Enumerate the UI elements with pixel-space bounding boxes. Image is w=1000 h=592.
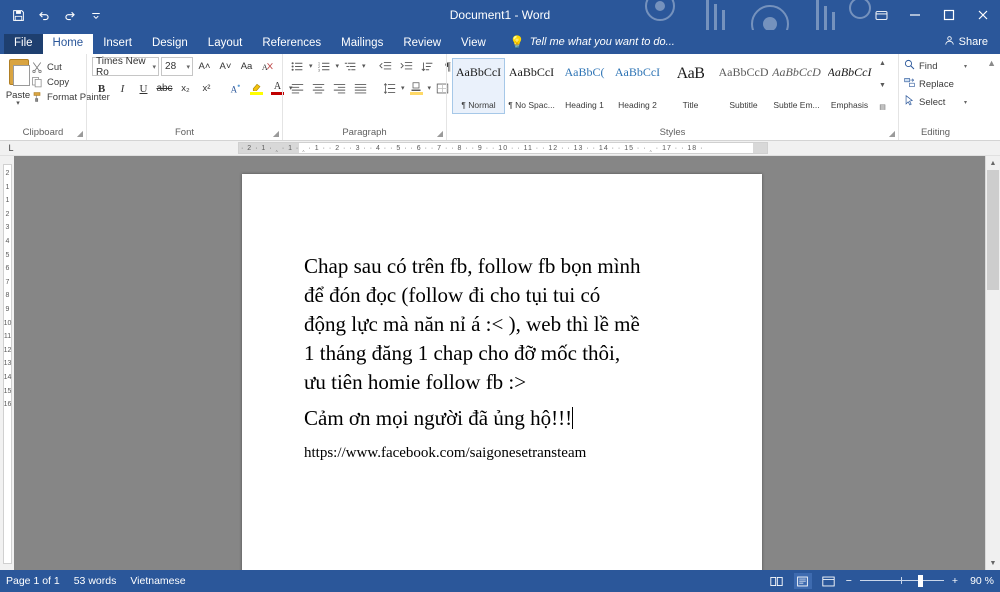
tell-me-label: Tell me what you want to do... <box>529 36 675 48</box>
save-icon[interactable] <box>6 4 30 26</box>
style-name: Heading 1 <box>565 100 604 110</box>
style-name: Subtle Em... <box>773 100 820 110</box>
clipboard-dialog-launcher-icon[interactable]: ◢ <box>76 129 83 138</box>
language-label[interactable]: Vietnamese <box>130 575 186 587</box>
select-label: Select <box>919 96 946 108</box>
replace-button[interactable] <box>904 75 967 93</box>
restore-icon[interactable] <box>932 0 966 30</box>
tab-home[interactable]: Home <box>43 34 94 55</box>
search-icon <box>904 59 915 73</box>
undo-icon[interactable] <box>32 4 56 26</box>
svg-text:3: 3 <box>317 68 320 73</box>
style-item-no-spacing[interactable] <box>505 58 558 114</box>
select-button[interactable] <box>904 93 967 111</box>
collapse-ribbon-icon[interactable]: ▲ <box>987 58 996 68</box>
svg-text:A: A <box>230 83 238 94</box>
style-sample: AaBbC( <box>564 65 605 79</box>
share-icon <box>944 35 955 49</box>
quick-access-toolbar <box>0 0 108 30</box>
doc-line: động lực mà năn nỉ á :< ), web thì lề mề <box>304 312 640 336</box>
tab-view[interactable]: View <box>461 36 486 49</box>
style-sample: AaBbCcI <box>614 65 661 79</box>
tab-stop-selector[interactable]: L <box>8 143 14 153</box>
style-name: ¶ Normal <box>461 100 496 110</box>
read-mode-icon[interactable] <box>768 573 786 589</box>
change-case-icon[interactable]: Aa <box>240 61 253 72</box>
styles-dialog-launcher-icon[interactable]: ◢ <box>888 129 895 138</box>
zoom-level-label[interactable]: 90 % <box>970 575 994 587</box>
scroll-up-icon[interactable]: ▲ <box>879 60 886 67</box>
svg-text:2: 2 <box>317 64 320 69</box>
group-styles <box>446 54 898 140</box>
doc-line: Chap sau có trên fb, follow fb bọn mình <box>304 254 641 278</box>
group-label-styles: Styles <box>659 127 686 138</box>
title-bar <box>0 0 1000 30</box>
vertical-scrollbar[interactable] <box>985 156 1000 570</box>
zoom-out-button[interactable]: − <box>845 575 852 587</box>
show-formatting-marks-icon[interactable]: ¶ <box>445 59 451 73</box>
text-highlight-color-icon[interactable] <box>247 79 266 98</box>
doc-line-final <box>304 404 722 433</box>
line-spacing-icon[interactable] <box>380 79 399 98</box>
redo-icon[interactable] <box>58 4 82 26</box>
tab-file[interactable]: File <box>4 34 43 55</box>
shrink-font-icon[interactable]: A˅ <box>219 61 232 72</box>
share-button[interactable] <box>944 35 1000 54</box>
document-page[interactable] <box>242 174 762 570</box>
zoom-slider[interactable] <box>860 573 944 589</box>
select-icon <box>904 95 915 109</box>
close-icon[interactable] <box>966 0 1000 30</box>
font-name-combobox[interactable] <box>92 57 159 76</box>
style-item-title[interactable] <box>664 58 717 114</box>
tab-mailings[interactable]: Mailings <box>341 36 384 49</box>
style-item-normal[interactable] <box>452 58 505 114</box>
doc-line: ưu tiên homie follow fb :> <box>304 370 527 394</box>
ruler-marks: · 2 · 1 · ‸ · 1 · ‸ · 1 · · 2 · · 3 · · 4 · · 5 · · 6 · · 7 · · 8 · · 9 · · 10 · · 11 · · 12 · · 13 · · 14 · · 15 · · ‸ · 17 · · 18 · <box>241 145 704 152</box>
style-name: Heading 2 <box>618 100 657 110</box>
paste-icon <box>5 59 31 89</box>
title-decoration <box>620 0 880 30</box>
style-name: ¶ No Spac... <box>508 100 555 110</box>
vertical-ruler[interactable] <box>0 156 14 570</box>
document-text[interactable] <box>304 252 722 465</box>
justify-icon[interactable] <box>351 79 370 98</box>
zoom-track <box>860 580 944 581</box>
style-sample: AaBbCcD <box>772 65 821 79</box>
style-sample: AaBbCcI <box>455 65 502 79</box>
align-left-icon[interactable] <box>288 79 307 98</box>
vertical-ruler-marks: 2 1 1 2 3 4 5 6 7 8 9 10 11 12 13 14 15 16 <box>3 164 12 564</box>
chevron-down-icon[interactable]: ▾ <box>309 62 313 70</box>
grow-font-icon[interactable]: A˄ <box>198 61 211 72</box>
style-gallery-scroll[interactable] <box>876 58 889 114</box>
style-item-emphasis[interactable] <box>823 58 876 114</box>
tell-me-box[interactable] <box>496 35 675 54</box>
chevron-down-icon[interactable]: ▾ <box>16 100 20 107</box>
style-item-subtitle[interactable] <box>717 58 770 114</box>
chevron-down-icon: ▾ <box>186 63 190 71</box>
text-cursor <box>572 407 573 429</box>
superscript-icon[interactable]: x² <box>202 83 211 94</box>
zoom-midpoint <box>901 577 902 584</box>
underline-icon[interactable]: U <box>139 82 148 95</box>
chevron-down-icon[interactable]: ▾ <box>289 84 293 92</box>
ribbon-display-options-icon[interactable] <box>864 0 898 30</box>
find-button[interactable] <box>904 57 967 75</box>
align-center-icon[interactable] <box>309 79 328 98</box>
ribbon <box>0 54 1000 141</box>
multilevel-list-icon[interactable] <box>341 57 360 76</box>
window-title: Document1 - Word <box>449 8 551 22</box>
sort-icon[interactable] <box>418 57 437 76</box>
horizontal-ruler[interactable] <box>238 142 768 154</box>
replace-label: Replace <box>919 78 954 90</box>
decrease-indent-icon[interactable] <box>376 57 395 76</box>
chevron-down-icon: ▾ <box>152 63 157 71</box>
group-paragraph <box>282 54 451 140</box>
subscript-icon[interactable]: x₂ <box>181 83 190 94</box>
style-sample: AaBbCcI <box>508 65 555 79</box>
cut-label: Cut <box>47 61 62 73</box>
font-name-value: Times New Ro <box>96 55 146 78</box>
lightbulb-icon: 💡 <box>509 35 525 49</box>
window-controls <box>864 0 1000 30</box>
style-item-heading-1[interactable] <box>558 58 611 114</box>
tab-layout[interactable]: Layout <box>207 36 243 49</box>
group-label-font: Font <box>174 127 194 138</box>
font-color-icon[interactable]: A <box>268 79 287 98</box>
clear-all-formatting-icon[interactable] <box>258 57 277 76</box>
scroll-down-icon[interactable]: ▼ <box>989 559 997 567</box>
tab-references[interactable]: References <box>262 36 322 49</box>
paste-label: Paste <box>5 90 31 101</box>
chevron-down-icon[interactable]: ▾ <box>335 62 340 70</box>
svg-text:1: 1 <box>317 61 320 66</box>
replace-icon <box>904 77 915 91</box>
style-sample: AaBbCcI <box>827 65 872 79</box>
tab-review[interactable]: Review <box>403 36 442 49</box>
group-editing <box>898 54 972 140</box>
word-count-label[interactable]: 53 words <box>73 575 117 587</box>
chevron-down-icon[interactable]: ▾ <box>427 84 432 92</box>
bold-icon[interactable]: B <box>97 82 106 95</box>
chevron-down-icon[interactable]: ▾ <box>963 63 967 70</box>
group-label-editing: Editing <box>920 127 951 138</box>
zoom-in-button[interactable]: + <box>951 575 958 587</box>
minimize-icon[interactable] <box>898 0 932 30</box>
tab-design[interactable]: Design <box>151 36 188 49</box>
doc-line: 1 tháng đăng 1 chap cho đỡ mốc thôi, <box>304 341 621 365</box>
scroll-up-icon[interactable]: ▲ <box>989 159 997 167</box>
doc-line: để đón đọc (follow đi cho tụi tui có <box>304 283 601 307</box>
share-label: Share <box>958 36 988 48</box>
group-font <box>86 54 293 140</box>
scissors-icon <box>31 61 43 73</box>
format-painter-label: Format Painter <box>47 91 110 103</box>
ribbon-tab-bar <box>0 30 1000 54</box>
doc-line-url: https://www.facebook.com/saigonesetransteam <box>304 445 587 461</box>
more-styles-icon[interactable]: ▤ <box>879 104 886 111</box>
style-name: Subtitle <box>729 100 758 110</box>
font-dialog-launcher-icon[interactable]: ◢ <box>272 129 279 138</box>
customize-qat-icon[interactable] <box>84 4 108 26</box>
print-layout-icon[interactable] <box>794 573 812 589</box>
paintbrush-icon <box>31 91 43 103</box>
text-effects-icon[interactable] <box>226 79 245 98</box>
scrollbar-thumb[interactable] <box>987 170 999 290</box>
style-name: Title <box>682 100 699 110</box>
find-label: Find <box>919 60 938 72</box>
doc-final-text: Cảm ơn mọi người đã ủng hộ!!! <box>304 406 573 430</box>
group-label-paragraph: Paragraph <box>342 127 387 138</box>
web-layout-icon[interactable] <box>820 573 838 589</box>
zoom-thumb[interactable] <box>918 575 923 587</box>
status-bar-right <box>768 573 994 589</box>
shading-icon[interactable] <box>407 79 426 98</box>
chevron-down-icon[interactable]: ▾ <box>963 99 967 106</box>
document-area <box>0 156 1000 570</box>
copy-label: Copy <box>47 76 70 88</box>
style-item-heading-2[interactable] <box>611 58 664 114</box>
page-count-label[interactable]: Page 1 of 1 <box>6 575 60 587</box>
paragraph-dialog-launcher-icon[interactable]: ◢ <box>436 129 443 138</box>
copy-icon <box>31 76 43 88</box>
bullets-icon[interactable] <box>288 57 307 76</box>
numbering-icon[interactable] <box>315 57 334 76</box>
font-size-combobox[interactable] <box>161 57 193 76</box>
chevron-down-icon[interactable]: ▾ <box>401 84 405 92</box>
svg-text:A: A <box>261 62 268 72</box>
strikethrough-icon[interactable]: abc <box>156 83 173 94</box>
style-name: Emphasis <box>830 100 869 110</box>
style-item-subtle-emphasis[interactable] <box>770 58 823 114</box>
style-sample: AaB <box>676 65 705 82</box>
chevron-down-icon[interactable]: ▾ <box>362 62 366 70</box>
align-right-icon[interactable] <box>330 79 349 98</box>
document-canvas[interactable] <box>14 156 1000 570</box>
increase-indent-icon[interactable] <box>397 57 416 76</box>
scroll-down-icon[interactable]: ▼ <box>879 82 886 89</box>
group-label-clipboard: Clipboard <box>22 127 64 138</box>
status-bar <box>0 570 1000 592</box>
group-clipboard <box>0 54 110 140</box>
tab-insert[interactable]: Insert <box>103 36 132 49</box>
style-sample: AaBbCcD <box>718 65 769 79</box>
style-gallery <box>452 57 893 114</box>
font-size-value: 28 <box>165 61 177 72</box>
horizontal-ruler-row <box>0 141 1000 156</box>
italic-icon[interactable]: I <box>120 82 125 95</box>
